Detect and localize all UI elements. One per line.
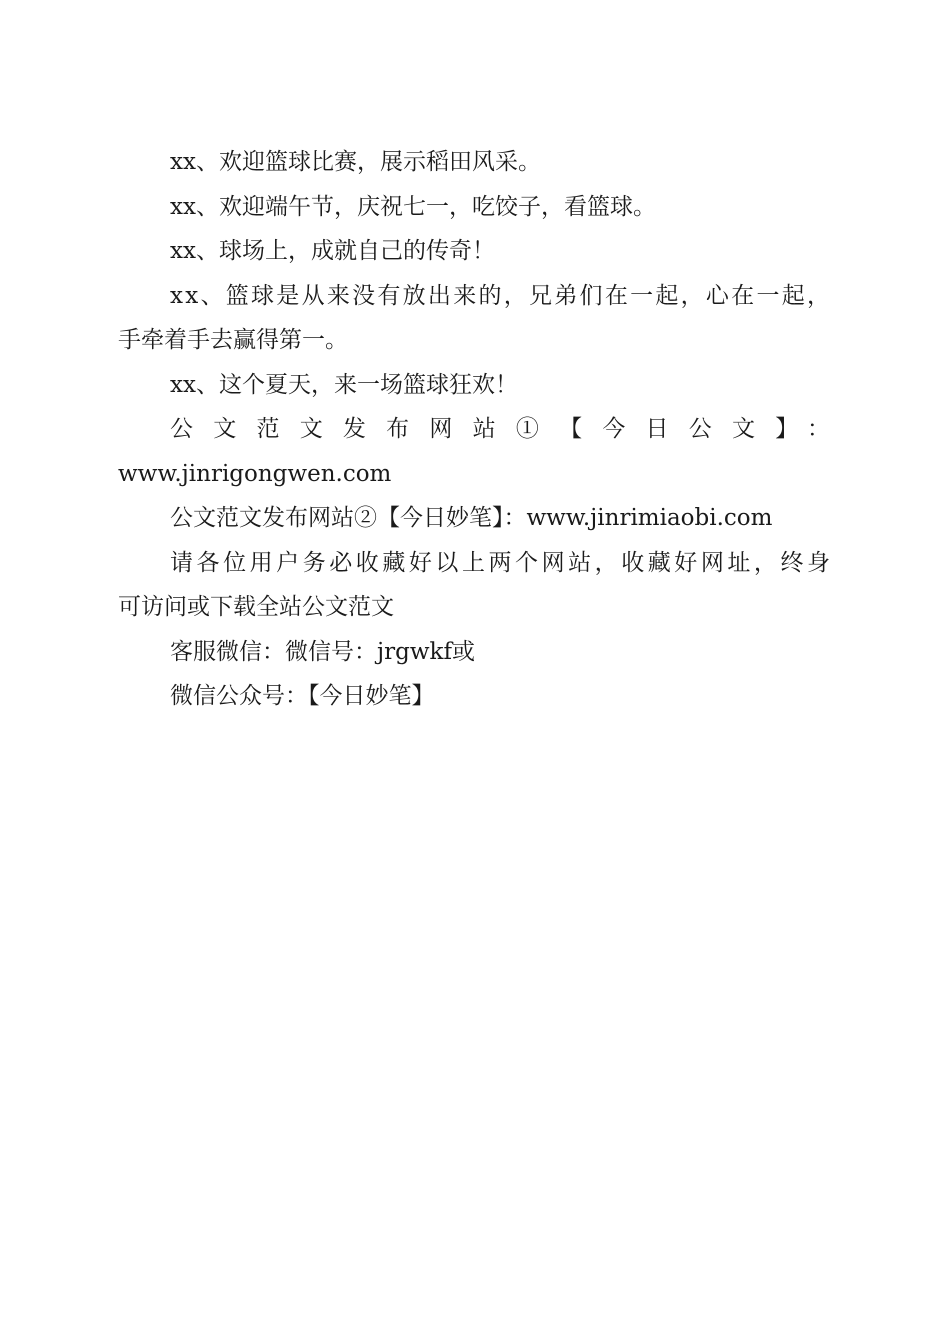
text-line-court-legend: xx、球场上，成就自己的传奇！	[170, 238, 495, 264]
text-line-bookmark-notice-cont: 可访问或下载全站公文范文	[118, 594, 394, 620]
text-line-hand-in-hand: 手牵着手去赢得第一。	[118, 327, 348, 353]
document-body	[118, 140, 851, 719]
text-line-brothers-together: xx、篮球是从来没有放出来的，兄弟们在一起，心在一起，	[170, 282, 833, 309]
text-line-site-two: 公文范文发布网站②【今日妙笔】：www.jinrimiaobi.com	[170, 505, 773, 531]
text-line-bookmark-notice: 请各位用户务必收藏好以上两个网站，收藏好网址，终身	[170, 549, 834, 576]
text-line-dragon-boat: xx、欢迎端午节，庆祝七一，吃饺子，看篮球。	[170, 193, 656, 220]
text-line-site-one-url: www.jinrigongwen.com	[118, 460, 392, 487]
text-line-basketball-match: xx、欢迎篮球比赛，展示稻田风采。	[170, 149, 541, 175]
text-line-site-one-label: 公文范文发布网站①【今日公文】：	[170, 416, 851, 442]
text-line-customer-wechat: 客服微信：微信号：jrgwkf或	[170, 638, 475, 665]
text-line-wechat-account: 微信公众号：【今日妙笔】	[170, 683, 435, 709]
text-line-summer-carnival: xx、这个夏天，来一场篮球狂欢！	[170, 371, 518, 398]
